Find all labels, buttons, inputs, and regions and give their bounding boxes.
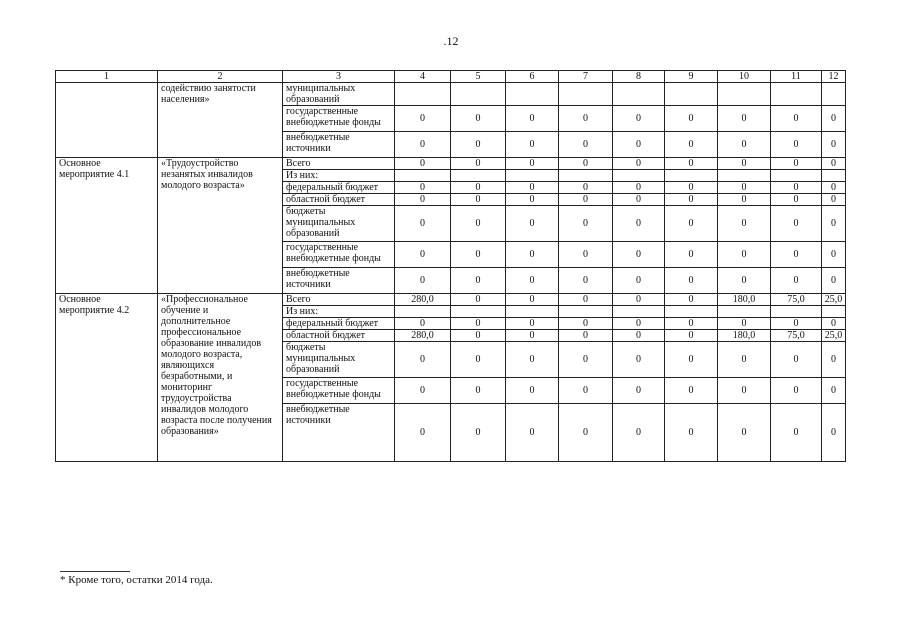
value-cell: 0 xyxy=(451,268,506,294)
value-cell: 0 xyxy=(718,182,771,194)
value-cell: 0 xyxy=(665,378,718,404)
value-cell xyxy=(506,170,559,182)
value-cell: 0 xyxy=(559,206,613,242)
value-cell: 180,0 xyxy=(718,294,771,306)
value-cell xyxy=(822,170,846,182)
table-row xyxy=(56,158,846,170)
value-cell: 0 xyxy=(506,242,559,268)
footnote-separator xyxy=(60,571,130,572)
value-cell: 0 xyxy=(771,268,822,294)
value-cell: 0 xyxy=(665,158,718,170)
funding-source: бюджеты муниципальных образований xyxy=(283,342,395,378)
value-cell: 0 xyxy=(613,182,665,194)
value-cell: 0 xyxy=(822,158,846,170)
value-cell xyxy=(771,306,822,318)
header-cell: 1 xyxy=(56,71,158,83)
value-cell: 0 xyxy=(451,182,506,194)
value-cell: 0 xyxy=(771,404,822,462)
value-cell: 0 xyxy=(613,294,665,306)
funding-source: областной бюджет xyxy=(283,330,395,342)
value-cell: 0 xyxy=(665,194,718,206)
value-cell: 0 xyxy=(665,132,718,158)
value-cell: 0 xyxy=(451,342,506,378)
value-cell: 0 xyxy=(613,268,665,294)
value-cell: 0 xyxy=(822,206,846,242)
activity-title: содействию занятости населения» xyxy=(158,83,283,158)
value-cell: 0 xyxy=(395,106,451,132)
value-cell xyxy=(506,83,559,106)
budget-table xyxy=(55,70,846,462)
value-cell: 0 xyxy=(665,342,718,378)
value-cell: 0 xyxy=(718,242,771,268)
value-cell xyxy=(559,83,613,106)
value-cell: 0 xyxy=(395,194,451,206)
value-cell: 0 xyxy=(613,242,665,268)
funding-source: внебюджетные источники xyxy=(283,268,395,294)
value-cell: 75,0 xyxy=(771,294,822,306)
value-cell: 0 xyxy=(451,242,506,268)
value-cell: 0 xyxy=(559,132,613,158)
value-cell xyxy=(506,306,559,318)
value-cell: 0 xyxy=(718,318,771,330)
value-cell xyxy=(822,306,846,318)
header-cell: 4 xyxy=(395,71,451,83)
value-cell: 0 xyxy=(822,318,846,330)
value-cell: 0 xyxy=(451,132,506,158)
value-cell: 0 xyxy=(395,404,451,462)
table-row xyxy=(56,83,846,106)
value-cell: 0 xyxy=(506,158,559,170)
value-cell: 0 xyxy=(559,158,613,170)
value-cell: 0 xyxy=(718,268,771,294)
value-cell: 0 xyxy=(822,182,846,194)
value-cell: 25,0 xyxy=(822,294,846,306)
value-cell xyxy=(559,170,613,182)
value-cell: 0 xyxy=(665,330,718,342)
value-cell: 0 xyxy=(718,194,771,206)
header-cell: 6 xyxy=(506,71,559,83)
value-cell xyxy=(718,306,771,318)
value-cell: 0 xyxy=(559,318,613,330)
value-cell: 0 xyxy=(718,378,771,404)
value-cell: 0 xyxy=(506,342,559,378)
value-cell xyxy=(665,306,718,318)
value-cell: 0 xyxy=(451,206,506,242)
value-cell: 0 xyxy=(559,182,613,194)
value-cell: 0 xyxy=(613,342,665,378)
value-cell: 0 xyxy=(451,318,506,330)
value-cell: 0 xyxy=(613,378,665,404)
header-cell: 11 xyxy=(771,71,822,83)
value-cell: 0 xyxy=(613,132,665,158)
value-cell: 0 xyxy=(613,318,665,330)
value-cell: 0 xyxy=(395,158,451,170)
value-cell: 0 xyxy=(665,268,718,294)
value-cell: 0 xyxy=(395,132,451,158)
funding-source: государственные внебюджетные фонды xyxy=(283,242,395,268)
activity-title: «Профессиональное обучение и дополнительное профессиональное образование инвалидов молодого возраста, являющихся безработными, и мониторинг трудоустройства инвалидов молодого возраста после получения образования» xyxy=(158,294,283,462)
funding-source: бюджеты муниципальных образований xyxy=(283,206,395,242)
value-cell: 0 xyxy=(559,294,613,306)
value-cell: 0 xyxy=(718,132,771,158)
value-cell: 0 xyxy=(771,132,822,158)
value-cell: 0 xyxy=(559,404,613,462)
value-cell xyxy=(395,170,451,182)
value-cell: 0 xyxy=(506,206,559,242)
funding-source: федеральный бюджет xyxy=(283,318,395,330)
header-cell: 9 xyxy=(665,71,718,83)
value-cell xyxy=(718,170,771,182)
value-cell xyxy=(771,170,822,182)
value-cell: 0 xyxy=(559,330,613,342)
funding-source: внебюджетные источники xyxy=(283,404,395,462)
value-cell: 0 xyxy=(718,342,771,378)
value-cell: 0 xyxy=(395,318,451,330)
value-cell: 0 xyxy=(451,106,506,132)
value-cell: 0 xyxy=(451,404,506,462)
value-cell: 0 xyxy=(559,242,613,268)
funding-source: государственные внебюджетные фонды xyxy=(283,106,395,132)
value-cell: 0 xyxy=(559,268,613,294)
value-cell: 0 xyxy=(822,268,846,294)
value-cell: 0 xyxy=(613,106,665,132)
value-cell: 0 xyxy=(771,318,822,330)
header-cell: 2 xyxy=(158,71,283,83)
header-cell: 7 xyxy=(559,71,613,83)
value-cell: 0 xyxy=(822,194,846,206)
funding-source: внебюджетные источники xyxy=(283,132,395,158)
value-cell xyxy=(718,83,771,106)
funding-source: государственные внебюджетные фонды xyxy=(283,378,395,404)
value-cell xyxy=(771,83,822,106)
value-cell: 0 xyxy=(559,194,613,206)
value-cell xyxy=(613,83,665,106)
value-cell: 0 xyxy=(506,268,559,294)
value-cell xyxy=(665,170,718,182)
funding-source: Из них: xyxy=(283,170,395,182)
value-cell: 0 xyxy=(613,158,665,170)
value-cell xyxy=(451,83,506,106)
value-cell: 0 xyxy=(771,206,822,242)
value-cell: 0 xyxy=(822,404,846,462)
value-cell: 0 xyxy=(395,268,451,294)
value-cell: 0 xyxy=(771,182,822,194)
value-cell: 0 xyxy=(665,242,718,268)
activity-code: Основное мероприятие 4.2 xyxy=(56,294,158,462)
value-cell: 0 xyxy=(451,294,506,306)
value-cell xyxy=(395,83,451,106)
value-cell: 0 xyxy=(718,106,771,132)
value-cell: 0 xyxy=(771,158,822,170)
header-cell: 12 xyxy=(822,71,846,83)
value-cell: 0 xyxy=(613,404,665,462)
value-cell: 0 xyxy=(506,404,559,462)
value-cell: 0 xyxy=(665,404,718,462)
value-cell: 0 xyxy=(822,342,846,378)
value-cell: 0 xyxy=(559,106,613,132)
value-cell: 0 xyxy=(395,242,451,268)
value-cell: 0 xyxy=(718,158,771,170)
header-cell: 5 xyxy=(451,71,506,83)
page-number: .12 xyxy=(443,34,459,48)
value-cell: 0 xyxy=(506,378,559,404)
value-cell: 0 xyxy=(451,194,506,206)
funding-source: областной бюджет xyxy=(283,194,395,206)
value-cell: 0 xyxy=(718,404,771,462)
value-cell: 0 xyxy=(771,106,822,132)
activity-code: Основное мероприятие 4.1 xyxy=(56,158,158,294)
value-cell: 0 xyxy=(559,378,613,404)
header-cell: 8 xyxy=(613,71,665,83)
value-cell: 0 xyxy=(771,194,822,206)
value-cell: 0 xyxy=(506,182,559,194)
value-cell: 0 xyxy=(506,294,559,306)
value-cell xyxy=(395,306,451,318)
funding-source: федеральный бюджет xyxy=(283,182,395,194)
value-cell: 0 xyxy=(665,206,718,242)
value-cell: 0 xyxy=(395,182,451,194)
value-cell: 0 xyxy=(665,182,718,194)
table-row xyxy=(56,294,846,306)
value-cell: 0 xyxy=(451,158,506,170)
value-cell: 0 xyxy=(613,206,665,242)
value-cell: 0 xyxy=(822,378,846,404)
funding-source: Всего xyxy=(283,158,395,170)
value-cell: 0 xyxy=(506,132,559,158)
funding-source: Всего xyxy=(283,294,395,306)
value-cell xyxy=(613,306,665,318)
value-cell: 180,0 xyxy=(718,330,771,342)
value-cell: 280,0 xyxy=(395,330,451,342)
value-cell: 280,0 xyxy=(395,294,451,306)
value-cell xyxy=(451,170,506,182)
value-cell: 75,0 xyxy=(771,330,822,342)
value-cell: 0 xyxy=(613,194,665,206)
value-cell xyxy=(451,306,506,318)
header-cell: 10 xyxy=(718,71,771,83)
value-cell: 0 xyxy=(822,132,846,158)
value-cell xyxy=(559,306,613,318)
funding-source: Из них: xyxy=(283,306,395,318)
value-cell: 0 xyxy=(506,106,559,132)
value-cell: 0 xyxy=(718,206,771,242)
value-cell: 0 xyxy=(506,194,559,206)
value-cell: 0 xyxy=(559,342,613,378)
value-cell: 0 xyxy=(451,330,506,342)
value-cell xyxy=(613,170,665,182)
value-cell: 0 xyxy=(506,318,559,330)
funding-source: муниципальных образований xyxy=(283,83,395,106)
value-cell xyxy=(822,83,846,106)
activity-code xyxy=(56,83,158,158)
value-cell: 25,0 xyxy=(822,330,846,342)
footnote: * Кроме того, остатки 2014 года. xyxy=(60,574,213,586)
value-cell: 0 xyxy=(395,378,451,404)
header-cell: 3 xyxy=(283,71,395,83)
value-cell xyxy=(665,83,718,106)
value-cell: 0 xyxy=(771,242,822,268)
value-cell: 0 xyxy=(613,330,665,342)
value-cell: 0 xyxy=(665,106,718,132)
value-cell: 0 xyxy=(665,294,718,306)
value-cell: 0 xyxy=(665,318,718,330)
value-cell: 0 xyxy=(395,206,451,242)
value-cell: 0 xyxy=(395,342,451,378)
value-cell: 0 xyxy=(771,378,822,404)
value-cell: 0 xyxy=(822,106,846,132)
value-cell: 0 xyxy=(506,330,559,342)
value-cell: 0 xyxy=(451,378,506,404)
activity-title: «Трудоустройство незанятых инвалидов молодого возраста» xyxy=(158,158,283,294)
header-row xyxy=(56,71,846,83)
value-cell: 0 xyxy=(771,342,822,378)
value-cell: 0 xyxy=(822,242,846,268)
